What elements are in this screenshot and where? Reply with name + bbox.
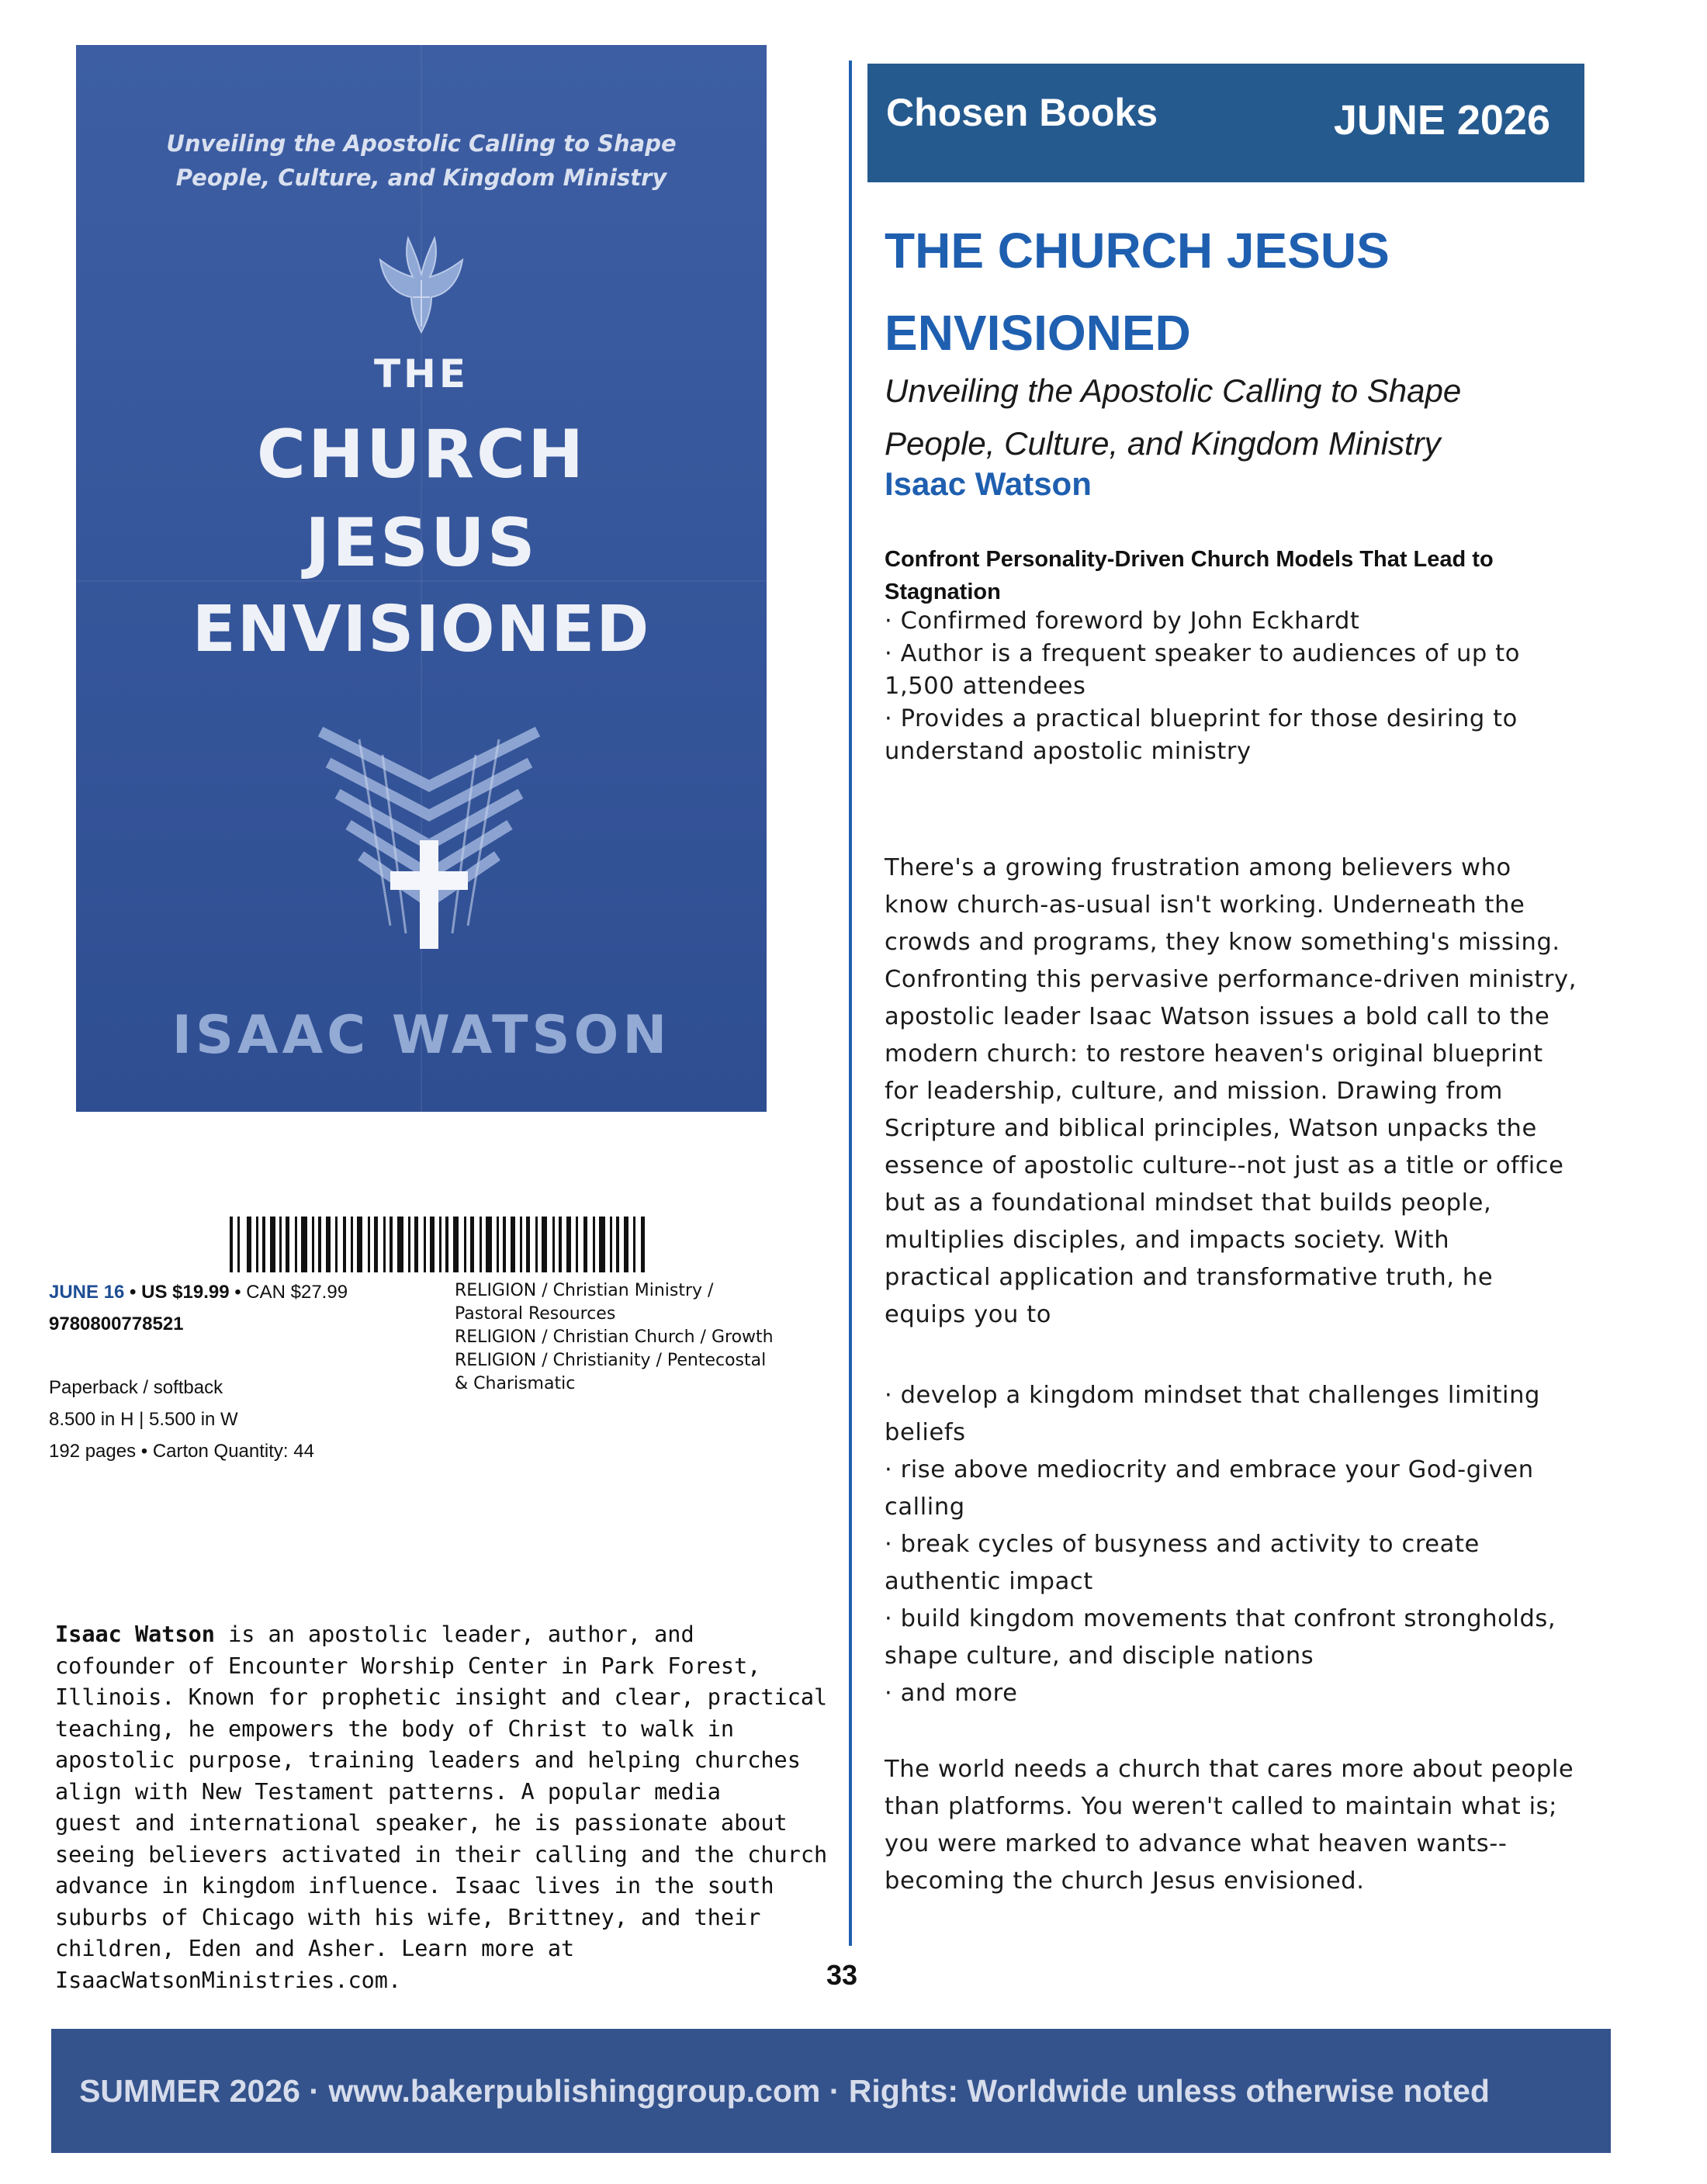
selling-point-line: · Author is a frequent speaker to audiences of up to xyxy=(885,640,1520,667)
bio-line: apostolic purpose, training leaders and helping churches xyxy=(55,1747,801,1773)
price-line xyxy=(49,1276,414,1308)
book-author: Isaac Watson xyxy=(885,466,1092,502)
benefit-line: · rise above mediocrity and embrace your God-given xyxy=(885,1456,1534,1483)
author-bio xyxy=(55,1619,828,1996)
description-line: know church-as-usual isn't working. Underneath the xyxy=(885,891,1525,919)
book-title-line: THE CHURCH JESUS xyxy=(885,223,1390,279)
separator: • xyxy=(124,1282,142,1303)
closing-paragraph xyxy=(885,1751,1574,1900)
dimensions: 8.500 in H | 5.500 in W xyxy=(49,1409,238,1430)
benefit-line: authentic impact xyxy=(885,1568,1093,1595)
book-title xyxy=(885,209,1390,374)
description-line: There's a growing frustration among believers who xyxy=(885,854,1511,881)
hook-line: Confront Personality-Driven Church Models That Lead to xyxy=(885,547,1494,572)
cover-subtitle-line: Unveiling the Apostolic Calling to Shape xyxy=(166,130,677,157)
cover-author: ISAAC WATSON xyxy=(171,1005,671,1066)
cover-title-line: JESUS xyxy=(305,504,538,582)
description-line: but as a foundational mindset that builds people, xyxy=(885,1189,1492,1217)
closing-line: than platforms. You weren't called to maintain what is; xyxy=(885,1793,1558,1820)
selling-point-line: · Confirmed foreword by John Eckhardt xyxy=(885,607,1360,635)
category-line: RELIGION / Christianity / Pentecostal xyxy=(455,1351,767,1370)
bio-website: IsaacWatsonMinistries.com. xyxy=(55,1967,402,1993)
cross-emblem-icon xyxy=(313,724,545,957)
description-line: essence of apostolic culture--not just as a title or office xyxy=(885,1152,1564,1179)
category-line: Pastoral Resources xyxy=(455,1304,616,1324)
column-divider xyxy=(849,61,852,1946)
description-line: equips you to xyxy=(885,1301,1052,1328)
bio-line: seeing believers activated in their calling and the church xyxy=(55,1841,828,1867)
selling-point-line: · Provides a practical blueprint for those desiring to xyxy=(885,705,1518,732)
bio-line: suburbs of Chicago with his wife, Brittney, and their xyxy=(55,1904,761,1930)
bio-line: align with New Testament patterns. A popular media xyxy=(55,1778,721,1805)
cover-title-line: ENVISIONED xyxy=(192,593,651,666)
category-line: RELIGION / Christian Ministry / xyxy=(455,1281,714,1300)
barcode-icon xyxy=(230,1217,647,1272)
description-line: multiplies disciples, and impacts society. With xyxy=(885,1227,1450,1254)
release-date: JUNE 16 xyxy=(49,1282,125,1303)
book-subtitle-line: People, Culture, and Kingdom Ministry xyxy=(885,425,1441,462)
description-line: crowds and programs, they know something's missing. xyxy=(885,929,1560,956)
category-line: & Charismatic xyxy=(455,1374,576,1393)
bio-line: advance in kingdom influence. Isaac lives in the south xyxy=(55,1873,774,1898)
dove-icon xyxy=(379,235,464,336)
footer-band xyxy=(51,2029,1611,2153)
page-number: 33 xyxy=(826,1959,858,1991)
price-us: US $19.99 xyxy=(141,1282,230,1303)
cover-title-line: CHURCH xyxy=(256,416,587,493)
publication-month: JUNE 2026 xyxy=(1333,97,1550,144)
book-subtitle-line: Unveiling the Apostolic Calling to Shape xyxy=(885,372,1462,409)
cover-subtitle-line: People, Culture, and Kingdom Ministry xyxy=(175,164,667,191)
bio-line: cofounder of Encounter Worship Center in Park Forest, xyxy=(55,1653,761,1679)
marketing-hook xyxy=(885,543,1494,608)
bio-line xyxy=(55,1619,815,1651)
book-cover xyxy=(76,45,767,1112)
closing-line: becoming the church Jesus envisioned. xyxy=(885,1867,1365,1895)
description-line: practical application and transformative truth, he xyxy=(885,1264,1494,1291)
category-line: RELIGION / Christian Church / Growth xyxy=(455,1327,774,1347)
closing-line: The world needs a church that cares more about people xyxy=(885,1756,1574,1783)
bio-line: Illinois. Known for prophetic insight and clear, practical xyxy=(55,1684,828,1710)
selling-points xyxy=(885,605,1520,768)
bio-author-name: Isaac Watson xyxy=(55,1622,215,1647)
bio-line: teaching, he empowers the body of Christ to walk in xyxy=(55,1715,735,1742)
hook-line: Stagnation xyxy=(885,580,1001,604)
benefit-line: · develop a kingdom mindset that challenges limiting xyxy=(885,1382,1540,1409)
footer-text: SUMMER 2026 · www.bakerpublishinggroup.com · Rights: Worldwide unless otherwise noted xyxy=(79,2073,1490,2109)
isbn: 9780800778521 xyxy=(49,1314,184,1334)
benefit-line: · break cycles of busyness and activity to create xyxy=(885,1531,1480,1558)
description-line: apostolic leader Isaac Watson issues a bold call to the xyxy=(885,1003,1550,1030)
cover-subtitle xyxy=(76,126,767,195)
benefit-line: shape culture, and disciple nations xyxy=(885,1642,1314,1670)
selling-point-line: understand apostolic ministry xyxy=(885,738,1252,765)
bisac-categories xyxy=(455,1279,835,1396)
price-can: • CAN $27.99 xyxy=(229,1282,348,1303)
product-details xyxy=(49,1276,414,1467)
publisher-name: Chosen Books xyxy=(886,91,1158,134)
benefit-list xyxy=(885,1377,1556,1712)
benefit-line: calling xyxy=(885,1493,965,1521)
page-count: 192 pages • Carton Quantity: 44 xyxy=(49,1441,314,1462)
benefit-line: · and more xyxy=(885,1680,1018,1707)
benefit-line: · build kingdom movements that confront strongholds, xyxy=(885,1605,1556,1632)
description-line: Confronting this pervasive performance-driven ministry, xyxy=(885,966,1577,993)
bio-line: children, Eden and Asher. Learn more at xyxy=(55,1936,575,1961)
benefit-line: beliefs xyxy=(885,1419,966,1446)
bio-text: is an apostolic leader, author, and xyxy=(214,1622,694,1647)
book-subtitle xyxy=(885,365,1461,470)
header-band xyxy=(867,64,1584,182)
closing-line: you were marked to advance what heaven wants-- xyxy=(885,1830,1508,1857)
description-line: for leadership, culture, and mission. Drawing from xyxy=(885,1078,1503,1105)
description-line: modern church: to restore heaven's original blueprint xyxy=(885,1040,1543,1068)
bio-line: guest and international speaker, he is passionate about xyxy=(55,1810,788,1836)
book-title-line: ENVISIONED xyxy=(885,305,1191,361)
cover-title-line: THE xyxy=(373,351,469,396)
book-description xyxy=(885,850,1577,1334)
selling-point-line: 1,500 attendees xyxy=(885,673,1086,700)
format: Paperback / softback xyxy=(49,1377,223,1398)
description-line: Scripture and biblical principles, Watson unpacks the xyxy=(885,1115,1537,1142)
